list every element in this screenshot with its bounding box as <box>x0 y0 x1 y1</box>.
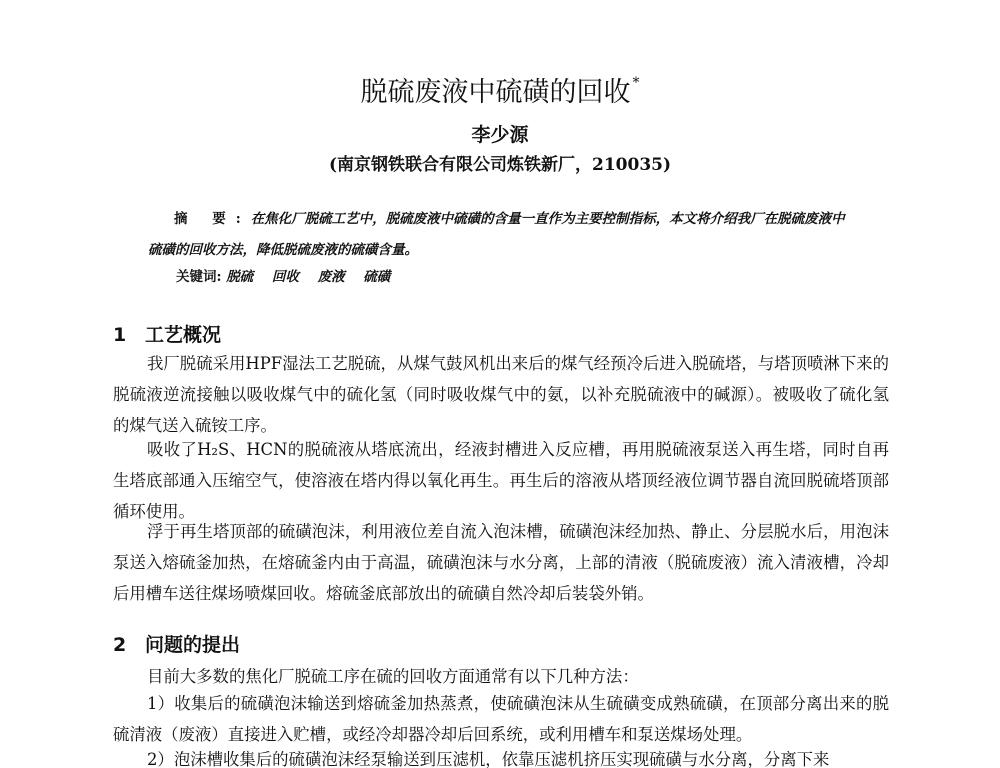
author-affiliation: (南京钢铁联合有限公司炼铁新厂，210035) <box>328 155 672 175</box>
section-title: 工艺概况 <box>145 324 222 346</box>
author-name: 李少源 <box>471 124 529 146</box>
paragraph: 目前大多数的焦化厂脱硫工序在硫的回收方面通常有以下几种方法： <box>147 667 639 686</box>
section-number: 1 <box>113 324 127 346</box>
keyword: 脱硫 <box>226 269 254 285</box>
keywords <box>176 266 404 288</box>
abstract <box>148 204 858 266</box>
title-footnote-mark: * <box>632 75 640 91</box>
keyword: 废液 <box>317 269 345 285</box>
section-number: 2 <box>113 634 127 656</box>
paragraph: 我厂脱硫采用HPF湿法工艺脱硫，从煤气鼓风机出来后的煤气经预冷后进入脱硫塔，与塔顶喷淋下来的脱硫液逆流接触以吸收煤气中的硫化氢（同时吸收煤气中的氨，以补充脱硫液中的碱源）。被吸收了硫化氢的煤气送入硫铵工序。 <box>113 354 889 435</box>
paragraph: 2）泡沫槽收集后的硫磺泡沫经泵输送到压滤机，依靠压滤机挤压实现硫磺与水分离，分离下来 <box>147 750 830 768</box>
section-title: 问题的提出 <box>145 634 241 656</box>
paper-title <box>0 76 1000 110</box>
section-heading-1 <box>113 322 221 348</box>
paper-title-text: 脱硫废液中硫磺的回收 <box>360 77 631 108</box>
paragraph: 1）收集后的硫磺泡沫输送到熔硫釜加热蒸煮，使硫磺泡沫从生硫磺变成熟硫磺，在顶部分离出来的脱硫清液（废液）直接进入贮槽，或经冷却器冷却后回系统，或利用槽车和泵送煤场处理。 <box>113 694 889 744</box>
section-heading-2 <box>113 632 240 658</box>
abstract-label: 摘 要: <box>174 211 251 227</box>
keyword: 硫磺 <box>363 269 391 285</box>
paragraph: 浮于再生塔顶部的硫磺泡沫，利用液位差自流入泡沫槽，硫磺泡沫经加热、静止、分层脱水后，用泡沫泵送入熔硫釜加热，在熔硫釜内由于高温，硫磺泡沫与水分离，上部的清液（脱硫废液）流入清液槽，冷却后用槽车送往煤场喷煤回收。熔硫釜底部放出的硫磺自然冷却后装袋外销。 <box>113 522 889 603</box>
paragraph: 吸收了H₂S、HCN的脱硫液从塔底流出，经液封槽进入反应槽，再用脱硫液泵送入再生塔，同时自再生塔底部通入压缩空气，使溶液在塔内得以氧化再生。再生后的溶液从塔顶经液位调节器自流回脱硫塔顶部循环使用。 <box>113 440 889 521</box>
abstract-text: 在焦化厂脱硫工艺中，脱硫废液中硫磺的含量一直作为主要控制指标，本文将介绍我厂在脱硫废液中硫磺的回收方法，降低脱硫废液的硫磺含量。 <box>148 211 845 258</box>
keyword: 回收 <box>271 269 299 285</box>
keywords-label: 关键词: <box>176 269 222 285</box>
